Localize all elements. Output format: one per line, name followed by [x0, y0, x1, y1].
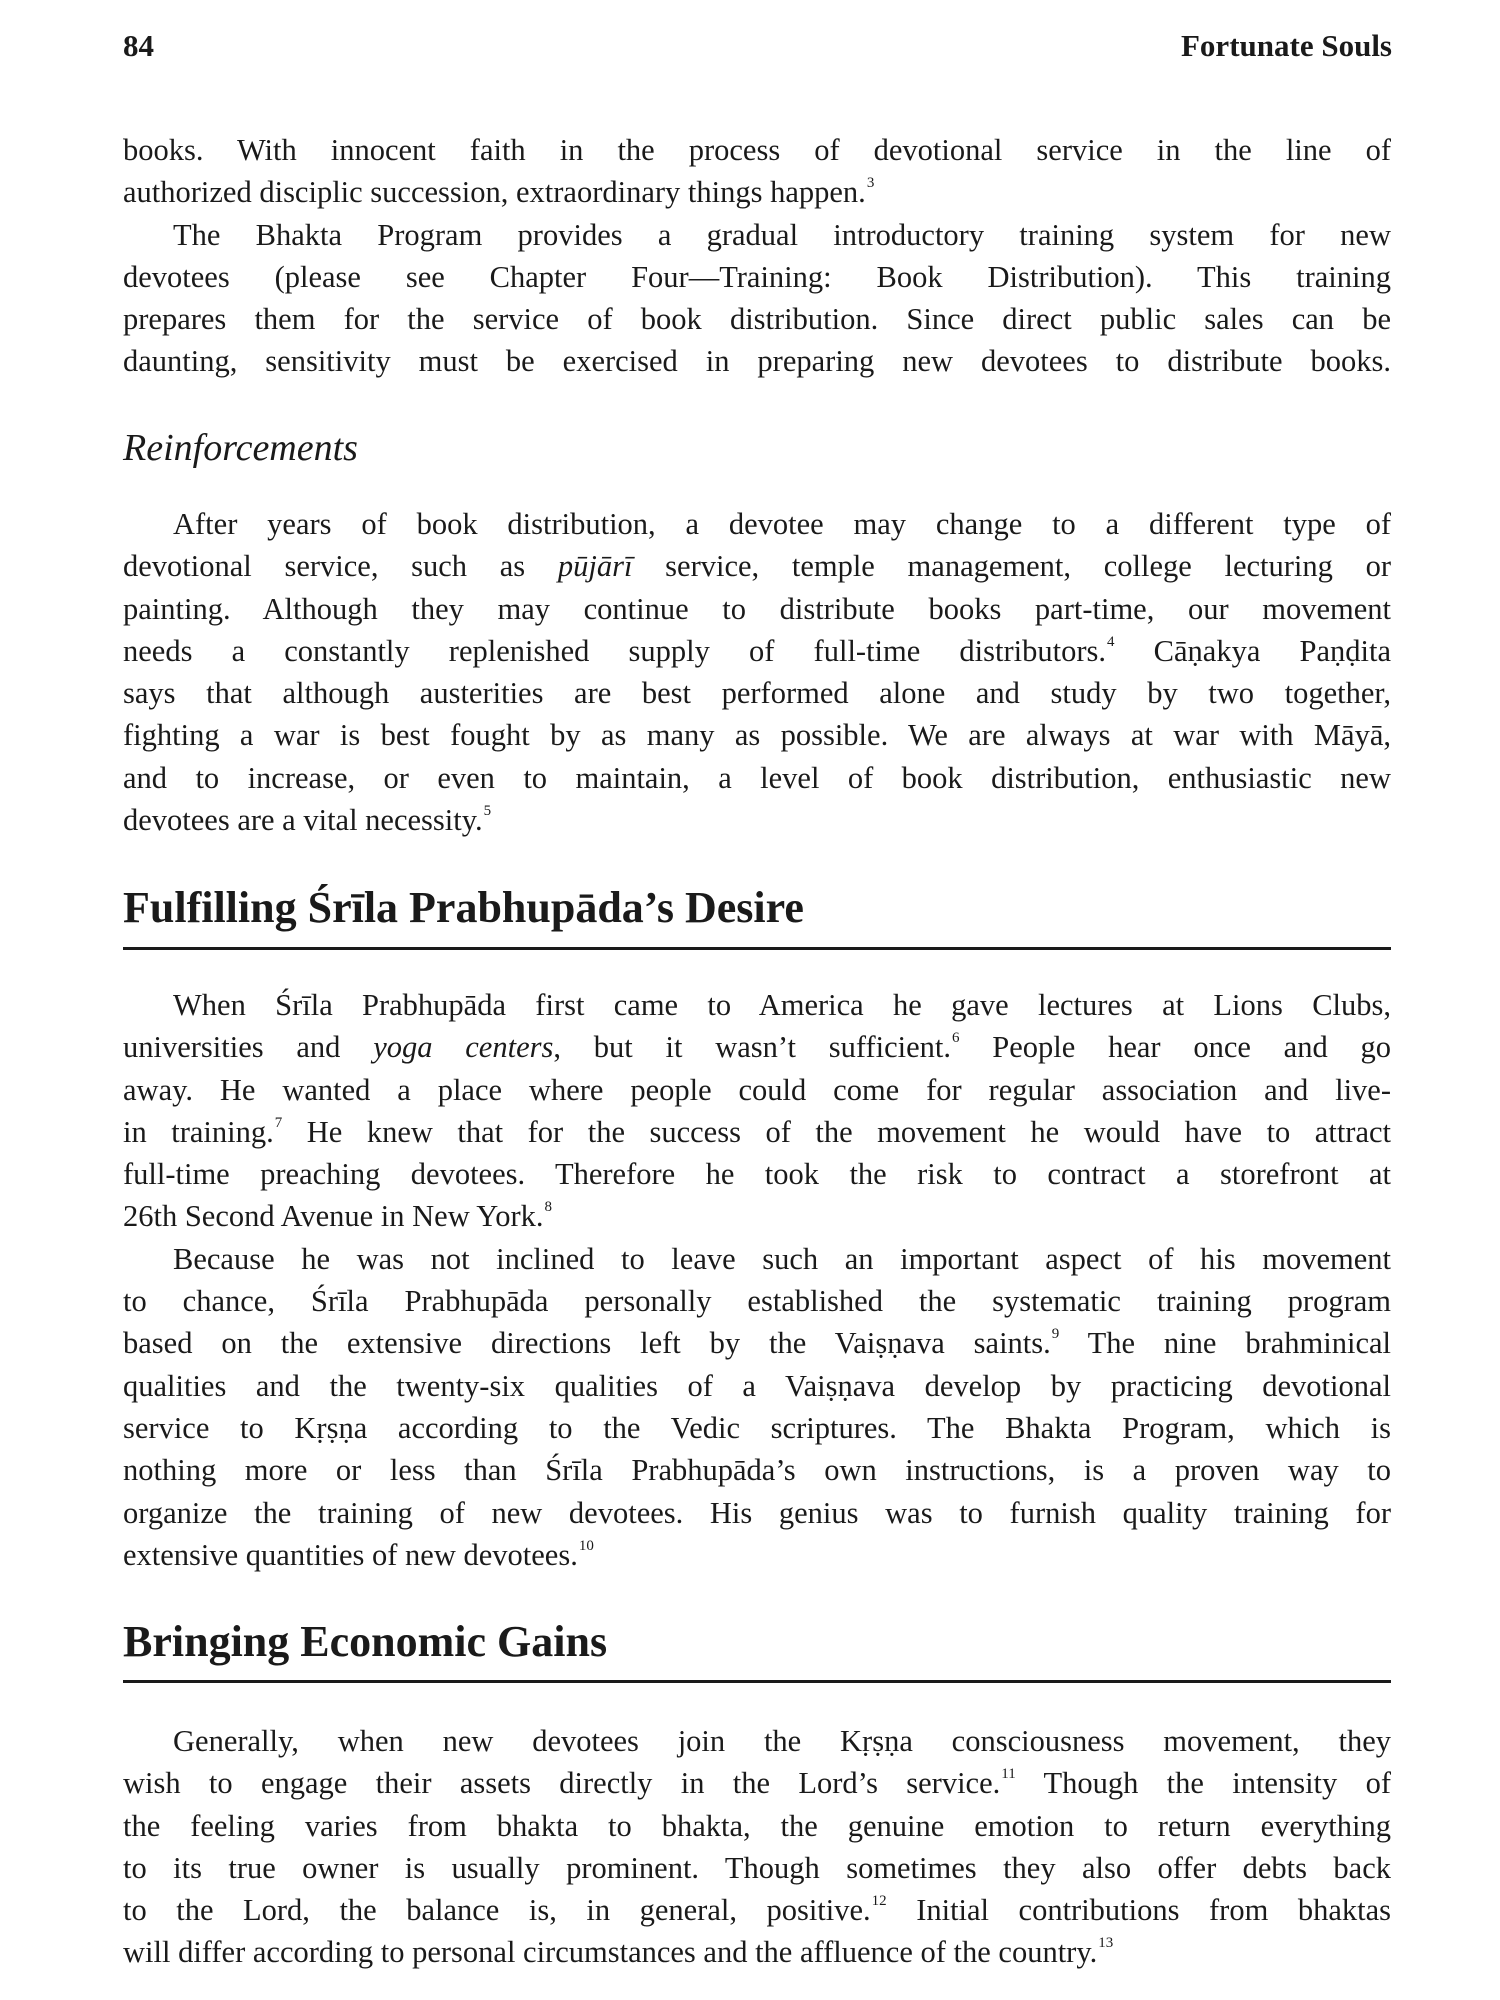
footnote-marker: 10: [578, 1537, 594, 1554]
text-run: to its true owner is usually prominent. Though sometimes they also offer debts back: [123, 1850, 1391, 1885]
text-run: devotees are a vital necessity.: [123, 803, 483, 838]
text-line: [123, 1449, 1391, 1491]
heading-rule: [123, 947, 1391, 950]
text-run: authorized disciplic succession, extraordinary things happen.: [123, 175, 866, 210]
text-run: prepares them for the service of book distribution. Since direct public sales can be: [123, 302, 1391, 337]
footnote-marker: 3: [866, 175, 875, 192]
text-run: fighting a war is best fought by as many as possible. We are always at war with Māyā,: [123, 718, 1391, 753]
text-run: painting. Although they may continue to distribute books part-time, our movement: [123, 591, 1391, 626]
text-run: universities and: [123, 1030, 374, 1065]
text-line: [123, 1195, 1391, 1237]
text-line: [123, 1026, 1391, 1068]
text-run: , but it wasn’t sufficient.: [553, 1030, 952, 1065]
text-run: 26th Second Avenue in New York.: [123, 1199, 544, 1234]
text-line: [123, 1720, 1391, 1762]
text-line: [123, 1534, 1391, 1576]
running-title: Fortunate Souls: [1181, 28, 1392, 63]
subheading-reinforcements: Reinforcements: [123, 427, 358, 469]
text-run: After years of book distribution, a devotee may change to a different type of: [173, 507, 1391, 541]
text-run: needs a constantly replenished supply of full-time distributors.: [123, 633, 1106, 668]
text-line: [123, 1280, 1391, 1322]
footnote-marker: 12: [871, 1893, 887, 1910]
text-line: [123, 256, 1391, 298]
text-run: will differ according to personal circumstances and the affluence of the country.: [123, 1935, 1098, 1970]
text-run: away. He wanted a place where people could come for regular association and live-: [123, 1072, 1391, 1107]
text-run: and to increase, or even to maintain, a level of book distribution, enthusiastic new: [123, 760, 1391, 795]
text-run: extensive quantities of new devotees.: [123, 1537, 578, 1572]
text-line: [123, 799, 1391, 841]
text-line: [123, 672, 1391, 714]
text-run: When Śrīla Prabhupāda first came to America he gave lectures at Lions Clubs,: [173, 988, 1391, 1022]
text-run: Because he was not inclined to leave such an important aspect of his movement: [173, 1241, 1391, 1276]
text-run: Though the intensity of: [1015, 1766, 1391, 1801]
text-line: [123, 503, 1391, 545]
footnote-marker: 6: [952, 1030, 960, 1047]
text-line: [123, 1365, 1391, 1407]
text-line: [123, 1931, 1391, 1973]
italic-text: yoga centers: [373, 1030, 554, 1065]
heading-rule: [123, 1680, 1391, 1683]
body-text-block-4: [123, 1720, 1391, 1974]
text-run: He knew that for the success of the movement he would have to attract: [282, 1114, 1391, 1149]
footnote-marker: 5: [483, 803, 492, 820]
text-line: [123, 1762, 1391, 1804]
text-run: devotional service, such as: [123, 549, 558, 584]
text-line: [123, 984, 1391, 1026]
text-run: nothing more or less than Śrīla Prabhupāda’s own instructions, is a proven way to: [123, 1453, 1391, 1488]
text-run: daunting, sensitivity must be exercised in preparing new devotees to distribute books.: [123, 344, 1391, 379]
text-line: [123, 1153, 1391, 1195]
text-run: service, temple management, college lecturing or: [632, 549, 1391, 584]
text-line: [123, 1492, 1391, 1534]
section-heading-1: Fulfilling Śrīla Prabhupāda’s Desire: [123, 883, 804, 932]
text-run: Cāṇakya Paṇḍita: [1114, 633, 1391, 668]
text-line: [123, 1238, 1391, 1280]
text-line: [123, 1847, 1391, 1889]
text-line: [123, 171, 1391, 213]
text-run: Initial contributions from bhaktas: [886, 1893, 1391, 1928]
text-line: [123, 298, 1391, 340]
text-run: The Bhakta Program provides a gradual introductory training system for new: [173, 217, 1391, 252]
text-run: wish to engage their assets directly in the Lord’s service.: [123, 1766, 1001, 1801]
text-run: devotees (please see Chapter Four—Training: Book Distribution). This training: [123, 259, 1391, 294]
text-run: Generally, when new devotees join the Kṛṣṇa consciousness movement, they: [173, 1724, 1391, 1758]
text-line: [123, 545, 1391, 587]
body-text-block-2: [123, 503, 1391, 841]
body-text-block-3: [123, 984, 1391, 1576]
text-run: service to Kṛṣṇa according to the Vedic scriptures. The Bhakta Program, which is: [123, 1410, 1391, 1445]
text-run: says that although austerities are best performed alone and study by two together,: [123, 676, 1391, 711]
footnote-marker: 11: [1001, 1766, 1016, 1783]
footnote-marker: 7: [274, 1114, 283, 1131]
footnote-marker: 13: [1098, 1935, 1114, 1952]
text-line: [123, 129, 1391, 171]
text-run: the feeling varies from bhakta to bhakta, the genuine emotion to return everything: [123, 1808, 1391, 1843]
footnote-marker: 4: [1107, 633, 1115, 650]
text-line: [123, 588, 1391, 630]
text-run: People hear once and go: [959, 1030, 1391, 1065]
text-line: [123, 1322, 1391, 1364]
text-line: [123, 1407, 1391, 1449]
text-run: qualities and the twenty-six qualities of a Vaiṣṇava develop by practicing devotional: [123, 1368, 1391, 1403]
italic-text: pūjārī: [557, 549, 633, 584]
text-line: [123, 1805, 1391, 1847]
text-run: full-time preaching devotees. Therefore he took the risk to contract a storefront at: [123, 1157, 1391, 1192]
text-line: [123, 1111, 1391, 1153]
text-line: [123, 340, 1391, 382]
text-run: organize the training of new devotees. His genius was to furnish quality training for: [123, 1495, 1391, 1530]
section-heading-2: Bringing Economic Gains: [123, 1617, 608, 1666]
text-run: to chance, Śrīla Prabhupāda personally established the systematic training program: [123, 1284, 1391, 1319]
footnote-marker: 8: [544, 1199, 552, 1216]
text-line: [123, 714, 1391, 756]
text-run: to the Lord, the balance is, in general, positive.: [123, 1893, 871, 1928]
body-text-block-1: [123, 129, 1391, 383]
text-run: in training.: [123, 1114, 274, 1149]
text-line: [123, 214, 1391, 256]
text-line: [123, 757, 1391, 799]
text-run: books. With innocent faith in the process of devotional service in the line of: [123, 133, 1391, 167]
text-line: [123, 1889, 1391, 1931]
text-run: based on the extensive directions left by the Vaiṣṇava saints.: [123, 1326, 1051, 1361]
text-run: The nine brahminical: [1059, 1326, 1391, 1361]
text-line: [123, 1069, 1391, 1111]
page-number: 84: [123, 28, 154, 63]
footnote-marker: 9: [1051, 1326, 1060, 1343]
text-line: [123, 630, 1391, 672]
